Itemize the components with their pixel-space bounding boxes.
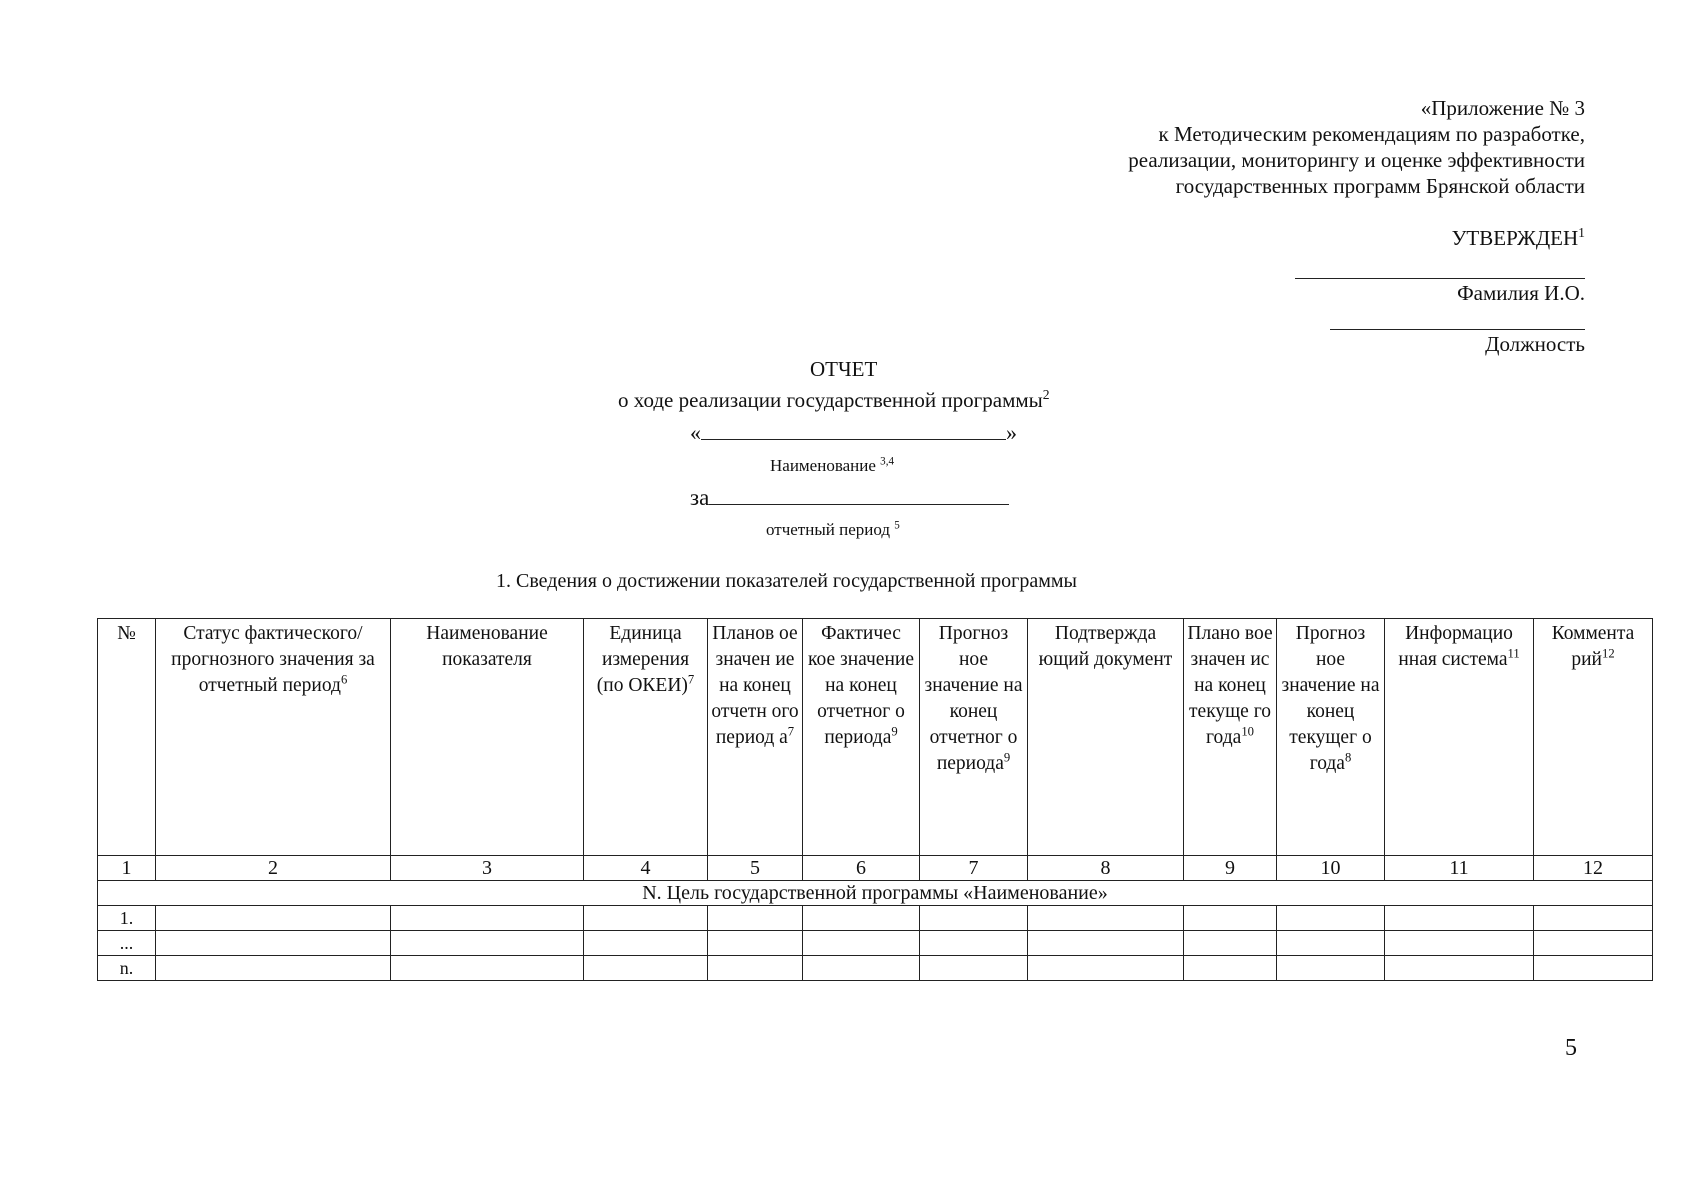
report-title-text: ОТЧЕТ — [810, 357, 878, 381]
table-cell — [156, 956, 391, 981]
column-number: 8 — [1028, 856, 1184, 881]
table-cell — [584, 906, 708, 931]
footnote-ref: 8 — [1344, 750, 1352, 765]
column-header-text: Планов ое значен ие на конец отчетн ого период а — [711, 623, 799, 748]
footnote-ref: 10 — [1241, 724, 1254, 739]
table-cell — [803, 906, 920, 931]
appendix-line: реализации, мониторингу и оценке эффективности — [1128, 148, 1585, 172]
table-cell — [803, 956, 920, 981]
table-cell — [920, 906, 1028, 931]
column-number: 4 — [584, 856, 708, 881]
quote-open: « — [690, 420, 701, 445]
footnote-ref: 7 — [787, 724, 795, 739]
column-header-text: Информацио нная система — [1398, 623, 1513, 670]
table-row — [98, 906, 1653, 931]
program-name-caption-text: Наименование — [770, 456, 881, 475]
program-name-field — [690, 420, 1017, 446]
column-header-text: Прогноз ное значение на конец текущег о года — [1281, 623, 1380, 774]
column-header-text: Плано вое значен ис на конец текуще го года — [1187, 623, 1273, 748]
table-cell — [1534, 956, 1653, 981]
table-cell — [391, 956, 584, 981]
table-cell — [156, 906, 391, 931]
footnote-ref: 12 — [1601, 646, 1615, 661]
column-header-text: Коммента рий — [1551, 623, 1635, 670]
table-cell — [1028, 931, 1184, 956]
period-blank — [709, 486, 1009, 505]
position-line — [1330, 329, 1585, 330]
table-cell — [1277, 906, 1385, 931]
appendix-line: к Методическим рекомендациям по разработке, — [1158, 122, 1585, 146]
row-number: n. — [98, 956, 156, 981]
column-header — [98, 619, 156, 856]
column-number: 11 — [1385, 856, 1534, 881]
report-subtitle-text: о ходе реализации государственной программы — [618, 388, 1043, 412]
column-header — [920, 619, 1028, 856]
footnote-ref: 7 — [687, 672, 695, 687]
column-number: 10 — [1277, 856, 1385, 881]
goal-row — [98, 881, 1653, 906]
column-header-text: Фактичес кое значение на конец отчетног о периода — [807, 623, 914, 748]
footnote-ref: 6 — [340, 672, 348, 687]
program-name-caption — [770, 456, 894, 476]
table-cell — [1534, 906, 1653, 931]
column-number: 7 — [920, 856, 1028, 881]
column-header-text: Прогноз ное значение на конец отчетног о периода — [924, 623, 1023, 774]
column-header — [803, 619, 920, 856]
appendix-line: государственных программ Брянской области — [1175, 174, 1585, 198]
footnote-ref: 9 — [891, 724, 898, 739]
table-cell — [584, 956, 708, 981]
table-cell — [920, 956, 1028, 981]
column-header — [1028, 619, 1184, 856]
footnote-ref: 2 — [1042, 387, 1050, 402]
column-header-text: Статус фактического/ прогнозного значения за отчетный период — [171, 623, 375, 696]
column-header — [1184, 619, 1277, 856]
table-cell — [584, 931, 708, 956]
column-number-row — [98, 856, 1653, 881]
table-row — [98, 956, 1653, 981]
table-cell — [156, 931, 391, 956]
column-number: 1 — [98, 856, 156, 881]
period-caption-text: отчетный период — [766, 520, 895, 539]
table-cell — [1184, 906, 1277, 931]
page-number: 5 — [1565, 1035, 1577, 1061]
column-number: 9 — [1184, 856, 1277, 881]
table-row — [98, 931, 1653, 956]
table-cell — [1277, 931, 1385, 956]
footnote-ref: 5 — [894, 519, 900, 532]
period-prefix: за — [690, 485, 710, 510]
table-cell — [803, 931, 920, 956]
column-header-text: Подтвержда ющий документ — [1038, 623, 1173, 670]
table-cell — [1534, 931, 1653, 956]
footnote-ref: 9 — [1003, 750, 1011, 765]
table-cell — [391, 906, 584, 931]
approval-label-text: УТВЕРЖДЕН — [1451, 226, 1579, 250]
goal-cell: N. Цель государственной программы «Наименование» — [98, 881, 1653, 906]
column-number: 5 — [708, 856, 803, 881]
column-header — [391, 619, 584, 856]
table-cell — [1028, 956, 1184, 981]
column-number: 12 — [1534, 856, 1653, 881]
period-field — [690, 485, 1009, 511]
footnote-ref: 3,4 — [880, 455, 894, 468]
table-cell — [1028, 906, 1184, 931]
name-caption: Фамилия И.О. — [1457, 281, 1585, 305]
column-number: 3 — [391, 856, 584, 881]
table-cell — [708, 906, 803, 931]
table-cell — [1184, 956, 1277, 981]
table-cell — [1385, 931, 1534, 956]
column-number: 6 — [803, 856, 920, 881]
footnote-ref: 1 — [1578, 225, 1585, 240]
table-cell — [1184, 931, 1277, 956]
program-name-blank — [701, 421, 1006, 440]
quote-close: » — [1006, 420, 1017, 445]
table-cell — [391, 931, 584, 956]
approval-label — [1452, 226, 1585, 251]
appendix-line: «Приложение № 3 — [1420, 96, 1585, 120]
appendix-header — [1128, 95, 1585, 199]
period-caption — [766, 520, 900, 540]
row-number: ... — [98, 931, 156, 956]
indicators-table — [97, 618, 1653, 981]
header-row — [98, 619, 1653, 856]
table-cell — [1277, 956, 1385, 981]
row-number: 1. — [98, 906, 156, 931]
table-cell — [708, 956, 803, 981]
column-header — [584, 619, 708, 856]
report-subtitle — [618, 388, 1050, 413]
table-cell — [920, 931, 1028, 956]
column-header — [1277, 619, 1385, 856]
column-header-text: № — [117, 623, 136, 644]
column-header-text: Наименование показателя — [426, 623, 548, 670]
table-cell — [708, 931, 803, 956]
footnote-ref: 11 — [1507, 646, 1520, 661]
column-number: 2 — [156, 856, 391, 881]
table-cell — [1385, 956, 1534, 981]
column-header — [156, 619, 391, 856]
section-title: 1. Сведения о достижении показателей государственной программы — [496, 570, 1077, 592]
signature-line — [1295, 278, 1585, 279]
column-header — [1385, 619, 1534, 856]
position-caption: Должность — [1485, 332, 1585, 356]
column-header — [708, 619, 803, 856]
column-header-text: Единица измерения (по ОКЕИ) — [596, 623, 690, 696]
column-header — [1534, 619, 1653, 856]
table-cell — [1385, 906, 1534, 931]
